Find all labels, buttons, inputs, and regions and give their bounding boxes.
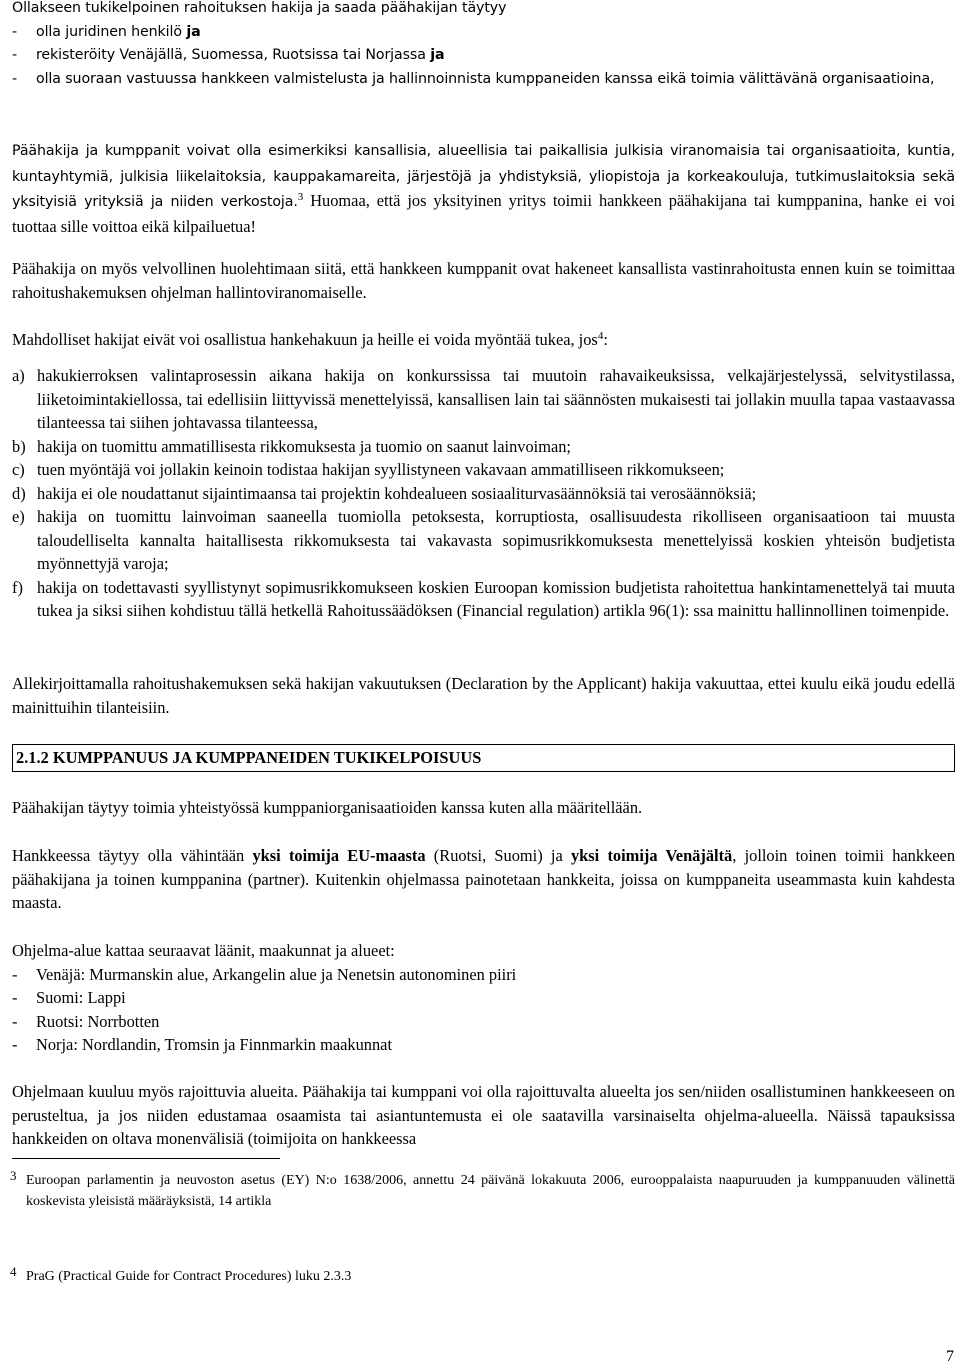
- list-item: - Suomi: Lappi: [12, 986, 955, 1010]
- footnote-ref-4[interactable]: 4: [597, 330, 604, 342]
- list-item: d) hakija ei ole noudattanut sijaintimaansa tai projektin kohdealueen sosiaaliturvasäännöksiä tai verosäännöksiä;: [12, 483, 757, 503]
- exclusion-list: [12, 364, 955, 623]
- footnote-3: 3 Euroopan parlamentin ja neuvoston asetus (EY) N:o 1638/2006, annettu 24 päivänä lokakuuta 2006, eurooppalaista naapuruuden ja kumppanuuden välinettä koskevista yleisistä määräyksistä, 14 artikla: [10, 1168, 955, 1209]
- page-number: 7: [946, 1347, 954, 1365]
- footnote-4: 4 PraG (Practical Guide for Contract Procedures) luku 2.3.3: [10, 1264, 352, 1284]
- section-heading: 2.1.2 KUMPPANUUS JA KUMPPANEIDEN TUKIKELPOISUUS: [12, 744, 955, 772]
- footnote-divider: [12, 1158, 280, 1159]
- list-item: e) hakija on tuomittu lainvoiman saaneella tuomiolla petoksesta, korruptiosta, osallisuudesta rikolliseen organisaatioon tai muusta taloudelliselta kannalta haitallisesta rikkomuksesta tai vakavasta sopimusrikkomuksesta menettelyissä koskien yhteisön budjetista myönnettyjä varoja;: [12, 507, 955, 573]
- declaration-paragraph: Allekirjoittamalla rahoitushakemuksen sekä hakijan vakuutuksen (Declaration by the Applicant) hakija vakuuttaa, ettei kuulu eikä joudu edellä mainittuihin tilanteisiin.: [12, 674, 955, 717]
- exclusion-intro: Mahdolliset hakijat eivät voi osallistua hankehakuun ja heille ei voida myöntää tukea, jos$^4$:: [12, 330, 608, 349]
- partners-paragraph: Päähakija ja kumppanit voivat olla esimerkiksi kansallisia, alueellisia tai paikallisia julkisia viranomaisia tai organisaatioita, kuntia, kuntayhtymiä, julkisia liikelaitoksia, kauppakamareita, järjestöjä ja yhdistyksiä, yliopistoja ja korkeakouluja, tutkimuslaitoksia sekä yksityisiä yrityksiä ja niiden verkostoja.$^3$ Huomaa, että jos yksityinen yritys toimii hankkeen päähakijana tai kumppanina, hanke ei voi tuottaa sille voittoa eikä kilpailuetua!: [12, 143, 956, 236]
- regions-intro: Ohjelma-alue kattaa seuraavat läänit, maakunnat ja alueet:: [12, 941, 395, 960]
- list-item: - Norja: Nordlandin, Tromsin ja Finnmarkin maakunnat: [12, 1033, 955, 1057]
- eligibility-list: [12, 21, 955, 92]
- list-item: f) hakija on todettavasti syyllistynyt sopimusrikkomukseen koskien Euroopan komission budjetista rahoitettua hankintamenettelyä tai muuta tukea ja siksi siihen kohdistuu tällä hetkellä Rahoitussäädöksen (Financial regulation) artikla 96(1): ssa mainittu hallinnollinen toimenpide.: [12, 577, 955, 620]
- regions-block: [12, 939, 955, 1057]
- eligibility-block: [12, 0, 955, 91]
- list-item: a) hakukierroksen valintaprosessin aikana hakija on konkurssissa tai muutoin rahavaikeuksissa, velkajärjestelyssä, selvitystilassa, liiketoimintakiellossa, tai edellisiin liittyvissä menettelyissä, kansallisen lain tai säännösten mukaisesti tai jollakin muulla tapaa vastaavassa tilanteessa tai siihen johtavassa tilanteessa,: [12, 366, 955, 432]
- footnote-ref-3[interactable]: 3: [297, 191, 304, 203]
- list-item: - olla suoraan vastuussa hankkeen valmistelusta ja hallinnoinnista kumppaneiden kanssa eikä toimia välittävänä organisaatioina,: [12, 68, 955, 92]
- list-item: b) hakija on tuomittu ammatillisesta rikkomuksesta ja tuomio on saanut lainvoiman;: [12, 436, 571, 456]
- eligibility-intro: Ollakseen tukikelpoinen rahoituksen hakija ja saada päähakijan täytyy: [12, 0, 507, 16]
- list-item: - olla juridinen henkilö ja: [12, 21, 955, 45]
- cooperation-paragraph: Päähakijan täytyy toimia yhteistyössä kumppaniorganisaatioiden kanssa kuten alla määritellään.: [12, 798, 643, 817]
- list-item: - Venäjä: Murmanskin alue, Arkangelin alue ja Nenetsin autonominen piiri: [12, 963, 955, 987]
- list-item: - rekisteröity Venäjällä, Suomessa, Ruotsissa tai Norjassa ja: [12, 44, 955, 68]
- obligation-paragraph: Päähakija on myös velvollinen huolehtimaan siitä, että hankkeen kumppanit ovat hakeneet kansallista vastinrahoitusta ennen kuin se toimittaa rahoitushakemuksen ohjelman hallintoviranomaiselle.: [12, 259, 955, 302]
- adjacent-areas-paragraph: Ohjelmaan kuuluu myös rajoittuvia alueita. Päähakija tai kumppani voi olla rajoittuvalta alueelta jos sen/niiden osallistuminen hankkeeseen on perusteltua, ja jos niiden edustamaa osaamista tai asiantuntemusta ei ole saatavilla varsinaiselta ohjelma-alueella. Näissä tapauksissa hankkeiden on oltava monenvälisiä (toimijoita on hankkeessa: [12, 1082, 955, 1148]
- list-item: c) tuen myöntäjä voi jollakin keinoin todistaa hakijan syyllistyneen vakavaan ammatilliseen rikkomukseen;: [12, 460, 725, 479]
- regions-list: [12, 963, 955, 1057]
- list-item: - Ruotsi: Norrbotten: [12, 1010, 955, 1034]
- exclusion-list-block: [12, 364, 955, 623]
- requirement-paragraph: Hankkeessa täytyy olla vähintään yksi toimija EU-maasta (Ruotsi, Suomi) ja yksi toimija Venäjältä, jolloin toinen toimii hankkeen päähakijana ja toinen kumppanina (partner). Kuitenkin ohjelmassa painotetaan hankkeita, joissa on kumppaneita useammasta kuin kahdesta maasta.: [12, 846, 956, 912]
